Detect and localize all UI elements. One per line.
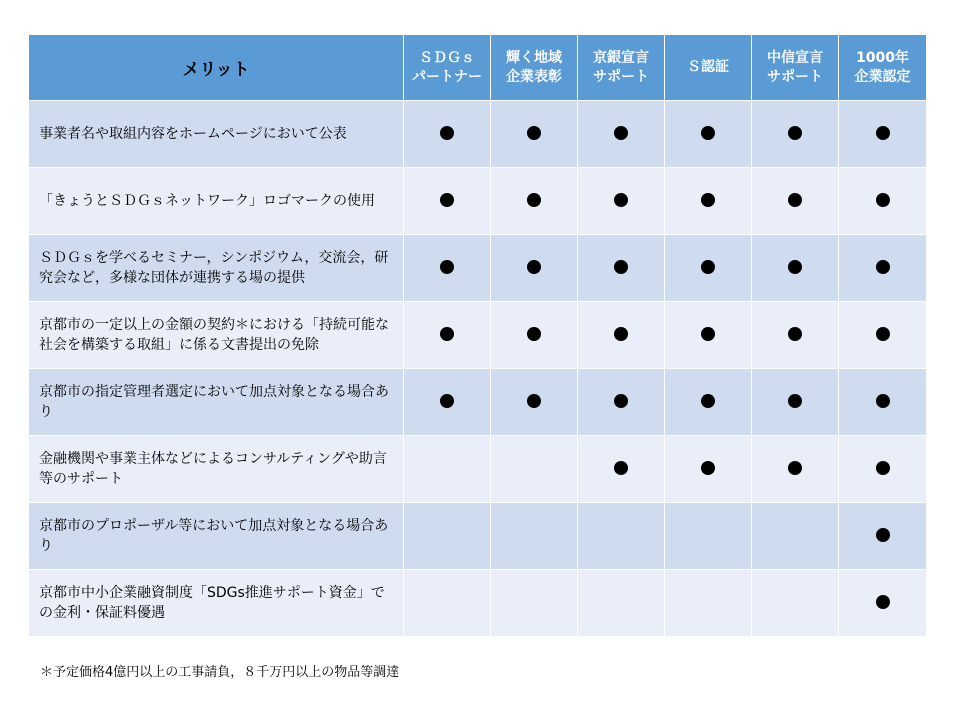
filled-circle-icon xyxy=(876,327,890,341)
availability-cell xyxy=(839,436,927,503)
header-program xyxy=(578,35,665,101)
table-row xyxy=(29,503,927,570)
header-row xyxy=(29,35,927,101)
header-program-line1: 中信宣言 xyxy=(767,49,823,66)
filled-circle-icon xyxy=(701,394,715,408)
availability-cell xyxy=(578,168,665,235)
availability-cell xyxy=(491,302,578,369)
filled-circle-icon xyxy=(701,461,715,475)
filled-circle-icon xyxy=(876,260,890,274)
filled-circle-icon xyxy=(788,461,802,475)
filled-circle-icon xyxy=(527,394,541,408)
header-program xyxy=(404,35,491,101)
availability-cell xyxy=(665,302,752,369)
merit-cell: 事業者名や取組内容をホームページにおいて公表 xyxy=(29,101,404,168)
availability-cell xyxy=(752,570,839,637)
filled-circle-icon xyxy=(701,193,715,207)
filled-circle-icon xyxy=(614,260,628,274)
availability-cell xyxy=(404,503,491,570)
availability-cell xyxy=(752,436,839,503)
availability-cell xyxy=(491,101,578,168)
availability-cell xyxy=(839,503,927,570)
filled-circle-icon xyxy=(788,193,802,207)
header-program-line2: パートナー xyxy=(412,68,482,85)
filled-circle-icon xyxy=(788,260,802,274)
merit-cell: 金融機関や事業主体などによるコンサルティングや助言等のサポート xyxy=(29,436,404,503)
merit-cell: 京都市の一定以上の金額の契約＊における「持続可能な社会を構築する取組」に係る文書提出の免除 xyxy=(29,302,404,369)
filled-circle-icon xyxy=(876,193,890,207)
availability-cell xyxy=(578,570,665,637)
header-program xyxy=(839,35,927,101)
header-program xyxy=(665,35,752,101)
availability-cell xyxy=(665,503,752,570)
header-program-line2: 企業表彰 xyxy=(506,68,562,85)
filled-circle-icon xyxy=(876,461,890,475)
merit-cell: 「きょうとＳＤＧｓネットワーク」ロゴマークの使用 xyxy=(29,168,404,235)
header-program xyxy=(752,35,839,101)
availability-cell xyxy=(578,235,665,302)
merit-cell: 京都市の指定管理者選定において加点対象となる場合あり xyxy=(29,369,404,436)
header-program xyxy=(491,35,578,101)
table-row xyxy=(29,302,927,369)
availability-cell xyxy=(578,369,665,436)
availability-cell xyxy=(491,235,578,302)
table-row xyxy=(29,436,927,503)
header-program-line1: 1000年 xyxy=(856,49,909,66)
header-program-line2: 企業認定 xyxy=(854,68,911,85)
availability-cell xyxy=(578,302,665,369)
availability-cell xyxy=(665,168,752,235)
filled-circle-icon xyxy=(440,193,454,207)
availability-cell xyxy=(665,235,752,302)
availability-cell xyxy=(404,235,491,302)
filled-circle-icon xyxy=(788,394,802,408)
availability-cell xyxy=(665,101,752,168)
availability-cell xyxy=(839,570,927,637)
availability-cell xyxy=(404,168,491,235)
availability-cell xyxy=(752,235,839,302)
availability-cell xyxy=(404,570,491,637)
availability-cell xyxy=(839,235,927,302)
filled-circle-icon xyxy=(527,126,541,140)
availability-cell xyxy=(491,503,578,570)
filled-circle-icon xyxy=(527,327,541,341)
availability-cell xyxy=(404,369,491,436)
filled-circle-icon xyxy=(876,528,890,542)
availability-cell xyxy=(404,436,491,503)
filled-circle-icon xyxy=(440,394,454,408)
merit-cell: 京都市中小企業融資制度「SDGs推進サポート資金」での金利・保証料優遇 xyxy=(29,570,404,637)
availability-cell xyxy=(404,101,491,168)
availability-cell xyxy=(578,436,665,503)
availability-cell xyxy=(752,369,839,436)
filled-circle-icon xyxy=(527,260,541,274)
availability-cell xyxy=(839,168,927,235)
availability-cell xyxy=(578,503,665,570)
merit-cell: 京都市のプロポーザル等において加点対象となる場合あり xyxy=(29,503,404,570)
header-program-line1: 輝く地域 xyxy=(506,49,562,66)
table-row xyxy=(29,369,927,436)
filled-circle-icon xyxy=(788,327,802,341)
filled-circle-icon xyxy=(614,461,628,475)
availability-cell xyxy=(839,302,927,369)
availability-cell xyxy=(839,101,927,168)
availability-cell xyxy=(404,302,491,369)
filled-circle-icon xyxy=(440,327,454,341)
filled-circle-icon xyxy=(614,394,628,408)
filled-circle-icon xyxy=(876,394,890,408)
availability-cell xyxy=(665,436,752,503)
filled-circle-icon xyxy=(701,260,715,274)
filled-circle-icon xyxy=(440,126,454,140)
header-program-line2: サポート xyxy=(593,68,649,85)
merit-comparison-table xyxy=(28,34,927,637)
table-row xyxy=(29,570,927,637)
header-program-line1: 京銀宣言 xyxy=(593,49,649,66)
header-program-line2: サポート xyxy=(767,68,823,85)
table-row xyxy=(29,101,927,168)
header-program-line1: ＳＤＧｓ xyxy=(419,49,475,66)
availability-cell xyxy=(491,369,578,436)
availability-cell xyxy=(578,101,665,168)
availability-cell xyxy=(491,570,578,637)
filled-circle-icon xyxy=(701,126,715,140)
availability-cell xyxy=(491,436,578,503)
filled-circle-icon xyxy=(440,260,454,274)
merit-table-body xyxy=(29,101,927,637)
availability-cell xyxy=(752,101,839,168)
availability-cell xyxy=(839,369,927,436)
table-row xyxy=(29,235,927,302)
filled-circle-icon xyxy=(788,126,802,140)
availability-cell xyxy=(752,168,839,235)
merit-cell: ＳＤＧｓを学べるセミナー，シンポジウム，交流会，研究会など，多様な団体が連携する場の提供 xyxy=(29,235,404,302)
filled-circle-icon xyxy=(527,193,541,207)
filled-circle-icon xyxy=(614,126,628,140)
footnote: ＊予定価格4億円以上の工事請負，８千万円以上の物品等調達 xyxy=(40,665,400,680)
header-merit: メリット xyxy=(29,35,404,101)
availability-cell xyxy=(665,570,752,637)
filled-circle-icon xyxy=(876,595,890,609)
filled-circle-icon xyxy=(876,126,890,140)
filled-circle-icon xyxy=(701,327,715,341)
availability-cell xyxy=(752,503,839,570)
availability-cell xyxy=(665,369,752,436)
availability-cell xyxy=(491,168,578,235)
filled-circle-icon xyxy=(614,327,628,341)
header-program-line1: Ｓ認証 xyxy=(687,59,729,75)
filled-circle-icon xyxy=(614,193,628,207)
availability-cell xyxy=(752,302,839,369)
table-row xyxy=(29,168,927,235)
